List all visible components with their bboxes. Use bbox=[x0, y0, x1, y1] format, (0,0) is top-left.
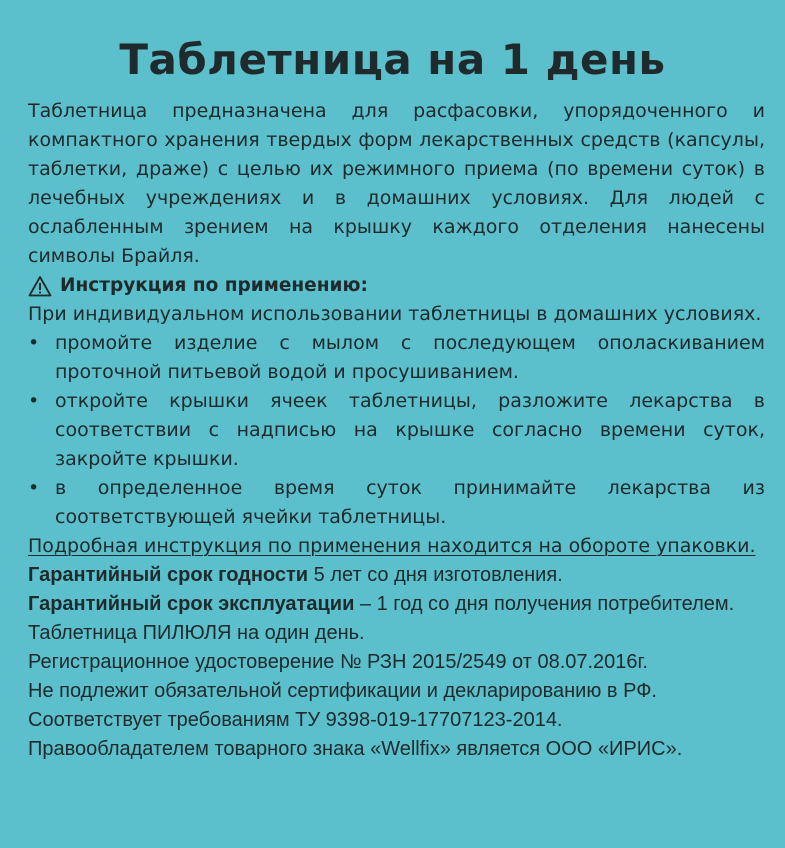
registration-line: Регистрационное удостоверение № РЗН 2015/2549 от 08.07.2016г. bbox=[28, 651, 648, 673]
description-paragraph: Таблетница предназначена для расфасовки, упорядоченного и компактного хранения твердых форм лекарственных средств (капсулы, таблетки, драже) с целью их режимного приема (по времени суток) в лечебных учреждениях и в домашних условиях. Для людей с ослабленным зрением на крышку каждого отделения нанесены символы Брайля. bbox=[28, 100, 765, 267]
service-life-label: Гарантийный срок эксплуатации bbox=[28, 593, 355, 615]
product-name-line: Таблетница ПИЛЮЛЯ на один день. bbox=[28, 622, 365, 644]
trademark-line: Правообладателем товарного знака «Wellfix» является ООО «ИРИС». bbox=[28, 738, 683, 760]
bullet-mark: • bbox=[28, 477, 40, 499]
instruction-step-text: промойте изделие с мылом с последующем ополаскиванием проточной питьевой водой и просушиванием. bbox=[55, 332, 765, 383]
leaflet-content bbox=[28, 97, 765, 764]
service-life-line bbox=[28, 590, 765, 619]
shelf-life-label: Гарантийный срок годности bbox=[28, 564, 309, 586]
instructions-heading-text: Инструкция по применению: bbox=[60, 275, 368, 296]
instruction-step-take bbox=[28, 474, 765, 532]
instructions-heading bbox=[28, 271, 765, 300]
certification-line: Не подлежит обязательной сертификации и декларированию в РФ. bbox=[28, 680, 657, 702]
instruction-step-wash bbox=[28, 329, 765, 387]
bullet-mark: • bbox=[28, 332, 40, 354]
warning-triangle-icon bbox=[28, 275, 52, 297]
shelf-life-value: 5 лет со дня изготовления. bbox=[308, 564, 563, 586]
instructions-intro: При индивидуальном использовании таблетницы в домашних условиях. bbox=[28, 303, 762, 325]
instruction-step-text: откройте крышки ячеек таблетницы, разложите лекарства в соответствии с надписью на крышке согласно времени суток, закройте крышки. bbox=[55, 390, 765, 470]
detailed-instruction-note: Подробная инструкция по применения находится на обороте упаковки. bbox=[28, 535, 756, 557]
page-title: Таблетница на 1 день bbox=[119, 35, 666, 84]
shelf-life-line bbox=[28, 561, 765, 590]
standard-line: Соответствует требованиям ТУ 9398-019-17707123-2014. bbox=[28, 709, 563, 731]
service-life-value: – 1 год со дня получения потребителем. bbox=[354, 593, 735, 615]
instruction-step-fill bbox=[28, 387, 765, 474]
instruction-step-text: в определенное время суток принимайте лекарства из соответствующей ячейки таблетницы. bbox=[55, 477, 765, 528]
bullet-mark: • bbox=[28, 390, 40, 412]
instruction-steps bbox=[28, 329, 765, 532]
